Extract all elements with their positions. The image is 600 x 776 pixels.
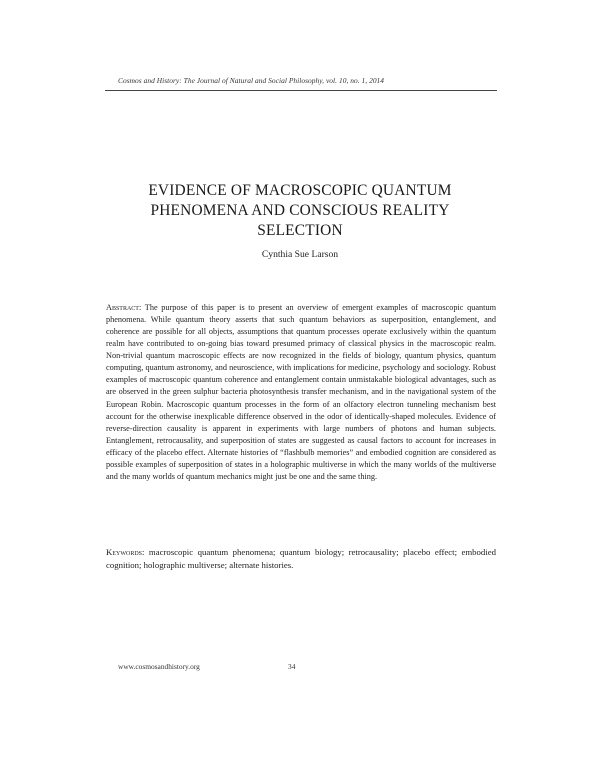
footer-url[interactable]: www.cosmosandhistory.org <box>118 662 200 671</box>
running-head: Cosmos and History: The Journal of Natural and Social Philosophy, vol. 10, no. 1, 2014 <box>118 76 385 85</box>
abstract-label: Abstract <box>106 303 139 312</box>
title-line: SELECTION <box>257 222 343 239</box>
header-rule <box>105 90 497 91</box>
keywords-label: Keywords <box>106 547 142 557</box>
abstract: Abstract: The purpose of this paper is to present an overview of emergent examples of macroscopic quantum phenomena. While quantum theory asserts that such quantum behaviors as superposition, entanglement, and coherence are possible for all objects, assumptions that quantum processes operate exclusively within the quantum realm have contributed to on-going bias toward presumed primacy of classical physics in the macroscopic realm. Non-trivial quantum macroscopic effects are now recognized in the fields of biology, quantum physics, quantum computing, quantum astronomy, and neuroscience, with implications for medicine, psychology and sociology. Robust examples of macroscopic quantum coherence and entanglement contain unmistakable biological advantages, such as are observed in the green sulphur bacteria photosynthesis transfer mechanism, and in the navigational system of the European Robin. Macroscopic quantum processes in the form of an olfactory electron tunneling mechanism best account for the otherwise inexplicable difference observed in the odor of identically-shaped molecules. Evidence of reverse-direction causality is apparent in experiments with large numbers of photons and human subjects. Entanglement, retrocausality, and superposition of states are suggested as causal factors to account for increases in efficacy of the placebo effect. Alternate histories of “flashbulb memories” and embodied cognition are considered as possible examples of superposition of states in a holographic multiverse in which the many worlds of the multiverse and the many worlds of quantum mechanics might just be one and the same thing. <box>106 303 496 481</box>
title-line: PHENOMENA AND CONSCIOUS REALITY <box>150 202 450 219</box>
abstract-text: The purpose of this paper is to present an overview of emergent examples of macroscopic quantum phenomena. While quantum theory asserts that such quantum behaviors as superposition, entanglement, and coherence are possible for all objects, assumptions that quantum processes operate exclusively within the quantum realm have contributed to on-going bias toward presumed primacy of classical physics in the macroscopic realm. Non-trivial quantum macroscopic effects are now recognized in the fields of biology, quantum physics, quantum computing, quantum astronomy, and neuroscience, with implications for medicine, psychology and sociology. Robust examples of macroscopic quantum coherence and entanglement contain unmistakable biological advantages, such as are observed in the green sulphur bacteria photosynthesis transfer mechanism, and in the navigational system of the European Robin. Macroscopic quantum processes in the form of an olfactory electron tunneling mechanism best account for the otherwise inexplicable difference observed in the odor of identically-shaped molecules. Evidence of reverse-direction causality is apparent in experiments with large numbers of photons and human subjects. Entanglement, retrocausality, and superposition of states are suggested as causal factors to account for increases in efficacy of the placebo effect. Alternate histories of “flashbulb memories” and embodied cognition are considered as possible examples of superposition of states in a holographic multiverse in which the many worlds of the multiverse and the many worlds of quantum mechanics might just be one and the same thing. <box>106 303 496 481</box>
keywords: Keywords: macroscopic quantum phenomena; quantum biology; retrocausality; placebo effect; embodied cognition; holographic multiverse; alternate histories. <box>106 547 496 570</box>
article-title <box>100 181 500 241</box>
title-line: EVIDENCE OF MACROSCOPIC QUANTUM <box>148 182 452 199</box>
page-number: 34 <box>288 662 296 671</box>
keywords-text: macroscopic quantum phenomena; quantum biology; retrocausality; placebo effect; embodied cognition; holographic multiverse; alternate histories. <box>106 547 496 570</box>
author-name: Cynthia Sue Larson <box>261 249 339 260</box>
